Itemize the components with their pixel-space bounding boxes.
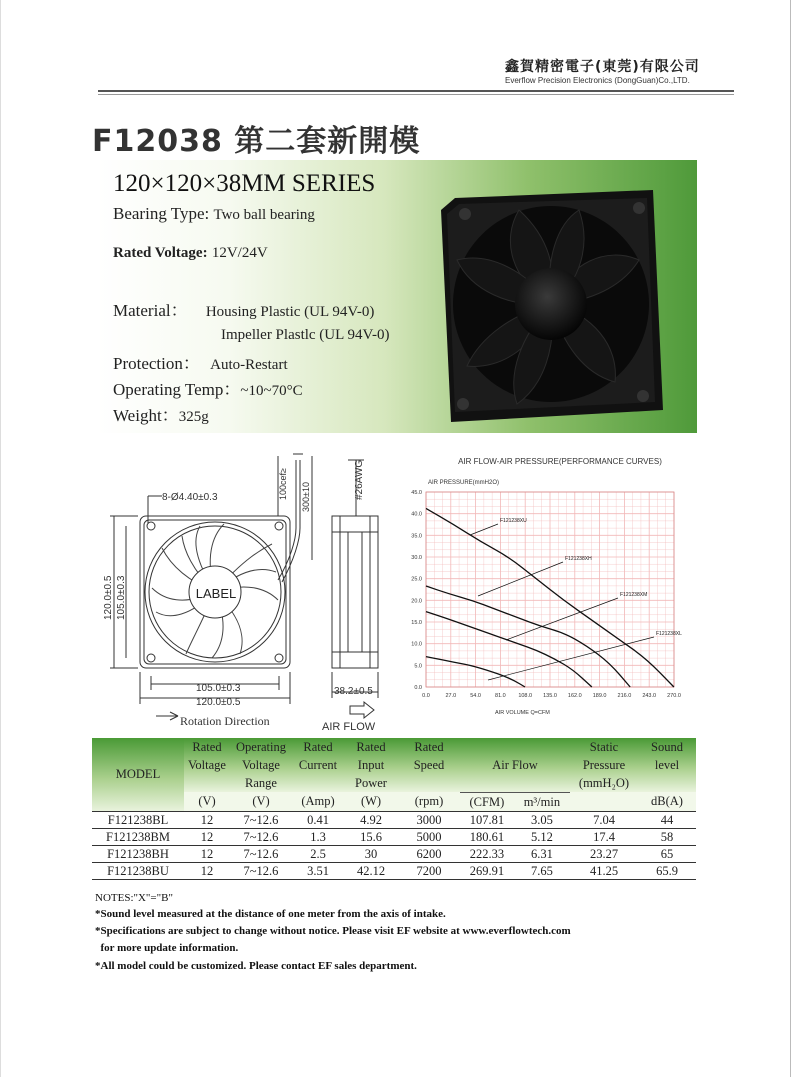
table-cell: 6200 — [398, 845, 460, 862]
x-tick-label: 81.0 — [495, 693, 506, 699]
x-tick-label: 243.0 — [642, 693, 657, 699]
unit-m3min: m³/min — [514, 792, 570, 811]
table-cell: F121238BU — [92, 862, 184, 879]
material-impeller: Impeller Plastlc (UL 94V-0) — [221, 327, 390, 343]
unit-amp: (Amp) — [292, 792, 344, 811]
fan-photo — [441, 190, 663, 422]
bearing-label: Bearing Type: — [113, 204, 210, 223]
x-tick-label: 135.0 — [543, 693, 557, 699]
table-cell: 12 — [184, 828, 230, 845]
table-cell: 44 — [638, 811, 696, 828]
th-air-flow: Air Flow — [460, 738, 570, 792]
rated-voltage — [113, 242, 268, 262]
table-cell: 180.61 — [460, 828, 514, 845]
series-title: 120×120×38MM SERIES — [113, 170, 376, 197]
y-tick-label: 30.0 — [411, 555, 422, 561]
table-cell: 17.4 — [570, 828, 638, 845]
table-cell: 6.31 — [514, 845, 570, 862]
table-cell: 5.12 — [514, 828, 570, 845]
company-name-cn: 鑫賀精密電子(東莞)有限公司 — [505, 59, 700, 75]
air-flow-label: AIR FLOW — [322, 721, 376, 733]
note-0: NOTES:"X"="B" — [95, 892, 173, 904]
unit-cfm: (CFM) — [460, 792, 514, 811]
x-tick-label: 216.0 — [617, 693, 632, 699]
hole-note: 8-Ø4.40±0.3 — [162, 492, 218, 503]
x-tick-label: 54.0 — [470, 693, 481, 699]
table-cell: 269.91 — [460, 862, 514, 879]
note-3: for more update information. — [95, 942, 239, 954]
table-cell: 4.92 — [344, 811, 398, 828]
page-title: F12038 第二套新開模 — [92, 124, 421, 159]
y-tick-label: 25.0 — [411, 576, 422, 583]
th-rated-speed: Rated Speed — [398, 738, 460, 792]
x-tick-label: 162.0 — [567, 693, 582, 699]
table-cell: 58 — [638, 828, 696, 845]
table-row — [92, 845, 696, 862]
spec-table — [92, 738, 696, 880]
table-cell: F121238BH — [92, 845, 184, 862]
unit-w: (W) — [344, 792, 398, 811]
temp-label: Operating Temp： — [113, 380, 241, 399]
y-tick-label: 0.0 — [414, 685, 422, 691]
y-tick-label: 15.0 — [411, 620, 422, 626]
dim-outer-horizontal: 120.0±0.5 — [196, 697, 241, 708]
table-cell: 30 — [344, 845, 398, 862]
table-cell: 12 — [184, 845, 230, 862]
mechanical-drawing — [100, 440, 410, 735]
th-model: MODEL — [92, 738, 184, 811]
y-tick-label: 20.0 — [411, 598, 422, 605]
table-cell: 12 — [184, 862, 230, 879]
chart-title: AIR FLOW-AIR PRESSURE(PERFORMANCE CURVES) — [458, 457, 662, 466]
unit-v1: (V) — [184, 792, 230, 811]
th-rated-input: Rated Input Power — [344, 738, 398, 792]
table-cell: 7.65 — [514, 862, 570, 879]
table-cell: 65 — [638, 845, 696, 862]
dim-depth: 38.2±0.5 — [334, 686, 373, 697]
x-tick-label: 189.0 — [592, 693, 607, 699]
unit-rpm: (rpm) — [398, 792, 460, 811]
th-rated-voltage: Rated Voltage — [184, 738, 230, 792]
protection-value: Auto-Restart — [210, 357, 288, 373]
table-cell: 42.12 — [344, 862, 398, 879]
series-label: F121238XM — [620, 592, 648, 598]
header-rule — [98, 90, 734, 92]
table-cell: 65.9 — [638, 862, 696, 879]
th-operating-voltage: Operating Voltage Range — [230, 738, 292, 792]
table-cell: 107.81 — [460, 811, 514, 828]
dim-outer-vertical: 120.0±0.5 — [103, 575, 114, 620]
weight-label: Weight： — [113, 406, 179, 425]
material-label: Material： — [113, 301, 188, 320]
unit-dba: dB(A) — [638, 792, 696, 811]
weight — [113, 401, 209, 426]
table-cell: 7.04 — [570, 811, 638, 828]
y-tick-label: 5.0 — [414, 663, 422, 670]
table-cell: 7~12.6 — [230, 845, 292, 862]
table-cell: 3.51 — [292, 862, 344, 879]
material-impeller-line — [221, 324, 389, 344]
temp-value: ~10~70°C — [240, 383, 303, 399]
series-label: F121238XL — [656, 631, 682, 637]
table-cell: 3.05 — [514, 811, 570, 828]
bearing-value: Two ball bearing — [213, 207, 315, 223]
bearing-type — [113, 204, 315, 224]
y-tick-label: 35.0 — [411, 533, 422, 540]
dim-pitch-horizontal: 105.0±0.3 — [196, 683, 241, 694]
table-cell: 23.27 — [570, 845, 638, 862]
protection-label: Protection： — [113, 354, 200, 373]
table-row — [92, 862, 696, 879]
dim-pitch-vertical: 105.0±0.3 — [116, 575, 127, 620]
table-cell: 2.5 — [292, 845, 344, 862]
x-tick-label: 270.0 — [667, 693, 681, 699]
protection — [113, 349, 288, 374]
weight-value: 325g — [178, 409, 209, 425]
x-tick-label: 27.0 — [445, 693, 457, 699]
voltage-value: 12V/24V — [211, 245, 268, 261]
series-label: F121238XH — [565, 556, 592, 562]
voltage-label: Rated Voltage: — [113, 245, 208, 261]
table-cell: 5000 — [398, 828, 460, 845]
th-rated-current: Rated Current — [292, 738, 344, 792]
lead-tolerance: 300±10 — [301, 482, 311, 512]
note-1: *Sound level measured at the distance of one meter from the axis of intake. — [95, 908, 446, 920]
y-tick-label: 10.0 — [411, 641, 422, 648]
table-cell: 7~12.6 — [230, 828, 292, 845]
table-cell: 1.3 — [292, 828, 344, 845]
table-cell: 7~12.6 — [230, 862, 292, 879]
label-text: LABEL — [195, 586, 237, 601]
awg-label: #26AWG — [354, 459, 365, 500]
unit-pressure — [570, 792, 638, 811]
page-border-left — [0, 0, 1, 1077]
note-4: *All model could be customized. Please contact EF sales department. — [95, 960, 417, 972]
unit-v2: (V) — [230, 792, 292, 811]
lead-length: 100cef≥ — [278, 468, 288, 500]
rotation-direction: Rotation Direction — [180, 714, 270, 728]
series-label: F121238XU — [500, 518, 527, 524]
table-cell: F121238BM — [92, 828, 184, 845]
operating-temp — [113, 375, 303, 400]
company-name-en: Everflow Precision Electronics (DongGuan)Co.,LTD. — [505, 76, 690, 85]
chart-ylabel: AIR PRESSURE(mmH2O) — [428, 480, 500, 486]
y-tick-label: 45.0 — [411, 490, 422, 496]
table-cell: 12 — [184, 811, 230, 828]
spec-panel — [97, 160, 697, 433]
x-tick-label: 108.0 — [518, 693, 533, 699]
table-cell: 222.33 — [460, 845, 514, 862]
th-static-pressure: Static Pressure (mmH₂O) — [570, 738, 638, 792]
table-cell: 41.25 — [570, 862, 638, 879]
chart-xlabel: AIR VOLUME Q=CFM — [495, 710, 550, 716]
material-housing: Housing Plastic (UL 94V-0) — [205, 304, 375, 320]
material — [113, 296, 374, 321]
table-cell: 0.41 — [292, 811, 344, 828]
performance-chart — [400, 452, 690, 724]
table-cell: 7~12.6 — [230, 811, 292, 828]
y-tick-label: 40.0 — [411, 511, 422, 518]
th-sound-level: Sound level — [638, 738, 696, 792]
table-row — [92, 828, 696, 845]
table-row — [92, 811, 696, 828]
table-cell: 15.6 — [344, 828, 398, 845]
header-rule-thin — [98, 94, 734, 95]
table-cell: 7200 — [398, 862, 460, 879]
table-cell: 3000 — [398, 811, 460, 828]
table-cell: F121238BL — [92, 811, 184, 828]
x-tick-label: 0.0 — [422, 693, 430, 699]
note-2: *Specifications are subject to change without notice. Please visit EF website at www.everflowtech.com — [95, 925, 571, 937]
